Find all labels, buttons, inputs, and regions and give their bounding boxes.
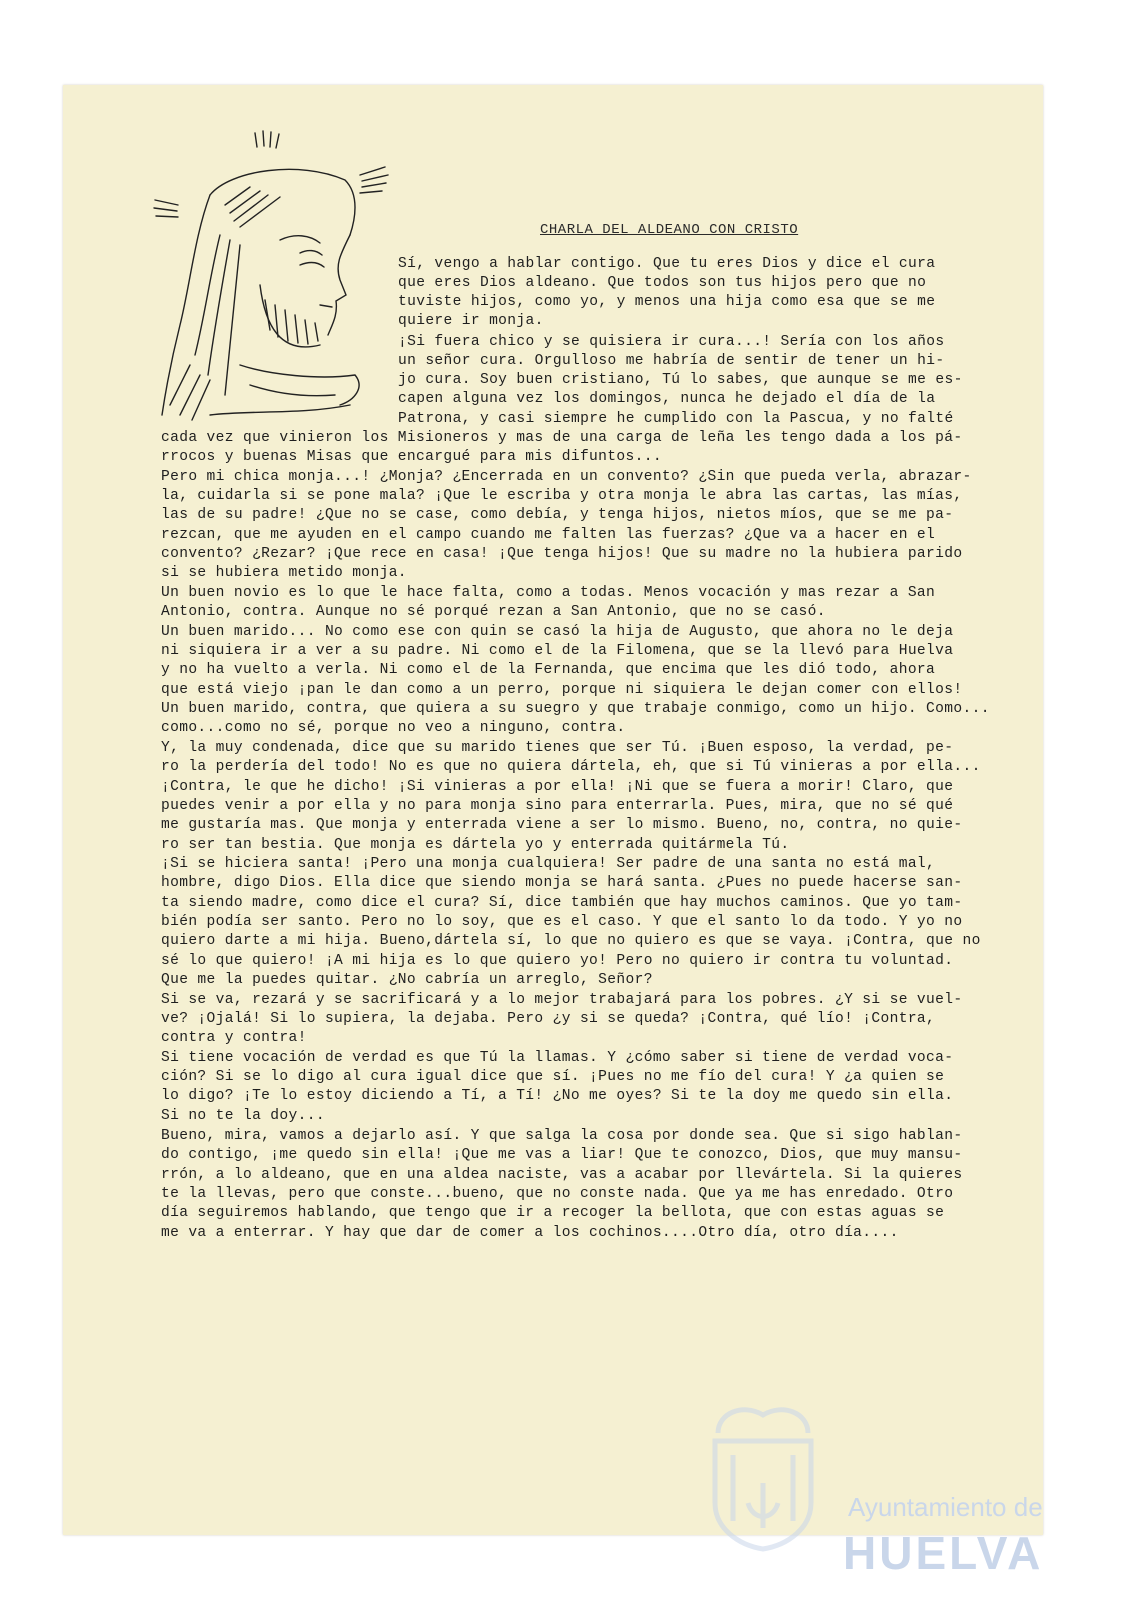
text-line: Antonio, contra. Aunque no sé porqué rezan a San Antonio, que no se casó.: [161, 604, 826, 620]
text-line: Y, la muy condenada, dice que su marido tienes que ser Tú. ¡Buen esposo, la verdad, pe-: [161, 740, 954, 756]
text-line: rrocos y buenas Misas que encargué para mis difuntos...: [161, 449, 662, 465]
text-line: ro ser tan bestia. Que monja es dártela yo y enterrada quitármela Tú.: [161, 837, 790, 853]
text-line: y no ha vuelto a verla. Ni como el de la Fernanda, que encima que les dió todo, ahora: [161, 662, 936, 678]
text-line: jo cura. Soy buen cristiano, Tú lo sabes, que aunque se me es-: [398, 372, 963, 388]
text-line: como...como no sé, porque no veo a ninguno, contra.: [161, 720, 626, 736]
text-line: ción? Si se lo digo al cura igual dice que sí. ¡Pues no me fío del cura! Y ¿a quien se: [161, 1069, 945, 1085]
text-line: puedes venir a por ella y no para monja sino para enterrarla. Pues, mira, que no sé qué: [161, 798, 954, 814]
text-line: rezcan, que me ayuden en el campo cuando me falten las fuerzas? ¿Que va a hacer en el: [161, 527, 936, 543]
text-line: las de su padre! ¿Que no se case, como debía, y tenga hijos, nietos míos, que se me pa-: [161, 507, 954, 523]
watermark-line-2: HUELVA: [843, 1527, 1044, 1579]
text-line: do contigo, ¡me quedo sin ella! ¡Que me vas a liar! Que te conozco, Dios, que muy mansu-: [161, 1147, 963, 1163]
text-line: quiero darte a mi hija. Bueno,dártela sí, lo que no quiero es que se vaya. ¡Contra, que no: [161, 933, 981, 949]
document-title: CHARLA DEL ALDEANO CON CRISTO: [540, 222, 799, 238]
text-line: quiere ir monja.: [398, 313, 544, 329]
text-line: que eres Dios aldeano. Que todos son tus hijos pero que no: [398, 275, 927, 291]
text-line: me va a enterrar. Y hay que dar de comer a los cochinos....Otro día, otro día....: [161, 1225, 899, 1241]
text-line: Un buen novio es lo que le hace falta, como a todas. Menos vocación y mas rezar a San: [161, 585, 936, 601]
text-line: Si se va, rezará y se sacrificará y a lo mejor trabajará para los pobres. ¿Y si se vuel-: [161, 992, 963, 1008]
text-line: contra y contra!: [161, 1030, 307, 1046]
text-line: Que me la puedes quitar. ¿No cabría un arreglo, Señor?: [161, 972, 653, 988]
text-line: Si no te la doy...: [161, 1108, 325, 1124]
text-line: Patrona, y casi siempre he cumplido con la Pascua, y no falté: [398, 411, 954, 427]
text-line: bién podía ser santo. Pero no lo soy, que es el caso. Y que el santo lo da todo. Y yo no: [161, 914, 963, 930]
text-line: Sí, vengo a hablar contigo. Que tu eres Dios y dice el cura: [398, 256, 936, 272]
text-line: cada vez que vinieron los Misioneros y mas de una carga de leña les tengo dada a los pá-: [161, 430, 963, 446]
text-line: Un buen marido, contra, que quiera a su suegro y que trabaje conmigo, como un hijo. Como...: [161, 701, 990, 717]
text-line: Si tiene vocación de verdad es que Tú la llamas. Y ¿cómo saber si tiene de verdad voca-: [161, 1050, 954, 1066]
text-line: Pero mi chica monja...! ¿Monja? ¿Encerrada en un convento? ¿Sin que pueda verla, abrazar-: [161, 469, 972, 485]
text-line: lo digo? ¡Te lo estoy diciendo a Tí, a Tí! ¿No me oyes? Si te la doy me quedo sin ella.: [161, 1088, 954, 1104]
text-line: la, cuidarla si se pone mala? ¡Que le escriba y otra monja le abra las cartas, las mías,: [161, 488, 963, 504]
huelva-crest-watermark-icon: [703, 1393, 823, 1553]
text-line: si se hubiera metido monja.: [161, 565, 407, 581]
text-line: Un buen marido... No como ese con quin se casó la hija de Augusto, que ahora no le deja: [161, 624, 954, 640]
text-line: tuviste hijos, como yo, y menos una hija como esa que se me: [398, 294, 936, 310]
text-line: ni siquiera ir a ver a su padre. Ni como el de la Filomena, que se la llevó para Huelva: [161, 643, 954, 659]
text-line: hombre, digo Dios. Ella dice que siendo monja se hará santa. ¿Pues no puede hacerse san-: [161, 875, 963, 891]
text-line: un señor cura. Orgulloso me habría de sentir de tener un hi-: [398, 353, 945, 369]
text-line: convento? ¿Rezar? ¡Que rece en casa! ¡Que tenga hijos! Que su madre no la hubiera parido: [161, 546, 963, 562]
christ-sketch-image: [150, 125, 400, 435]
watermark-line-1: Ayuntamiento de: [848, 1492, 1043, 1522]
text-line: ve? ¡Ojalá! Si lo supiera, la dejaba. Pero ¿y si se queda? ¡Contra, qué lío! ¡Contra,: [161, 1011, 936, 1027]
text-line: sé lo que quiero! ¡A mi hija es lo que quiero yo! Pero no quiero ir contra tu voluntad.: [161, 953, 954, 969]
text-line: rrón, a lo aldeano, que en una aldea naciste, vas a acabar por llevártela. Si la quieres: [161, 1167, 963, 1183]
text-line: Bueno, mira, vamos a dejarlo así. Y que salga la cosa por donde sea. Que si sigo hablan-: [161, 1128, 963, 1144]
text-line: que está viejo ¡pan le dan como a un perro, porque ni siquiera le dejan comer con ellos!: [161, 682, 963, 698]
text-line: capen alguna vez los domingos, nunca he dejado el día de la: [398, 391, 936, 407]
text-line: día seguiremos hablando, que tengo que ir a recoger la bellota, que con estas aguas se: [161, 1205, 945, 1221]
text-line: ro la perdería del todo! No es que no quiera dártela, eh, que si Tú vinieras a por ella...: [161, 759, 981, 775]
text-line: ¡Si se hiciera santa! ¡Pero una monja cualquiera! Ser padre de una santa no está mal,: [161, 856, 936, 872]
text-line: me gustaría mas. Que monja y enterrada viene a ser lo mismo. Bueno, no, contra, no quie-: [161, 817, 963, 833]
text-line: ¡Contra, le que he dicho! ¡Si vinieras a por ella! ¡Ni que se fuera a morir! Claro, que: [161, 779, 954, 795]
text-line: ¡Si fuera chico y se quisiera ir cura...! Sería con los años: [398, 334, 945, 350]
text-line: ta siendo madre, como dice el cura? Sí, dice también que hay muchos caminos. Que yo tam-: [161, 895, 963, 911]
text-line: te la llevas, pero que conste...bueno, que no conste nada. Que ya me has enredado. Otro: [161, 1186, 954, 1202]
